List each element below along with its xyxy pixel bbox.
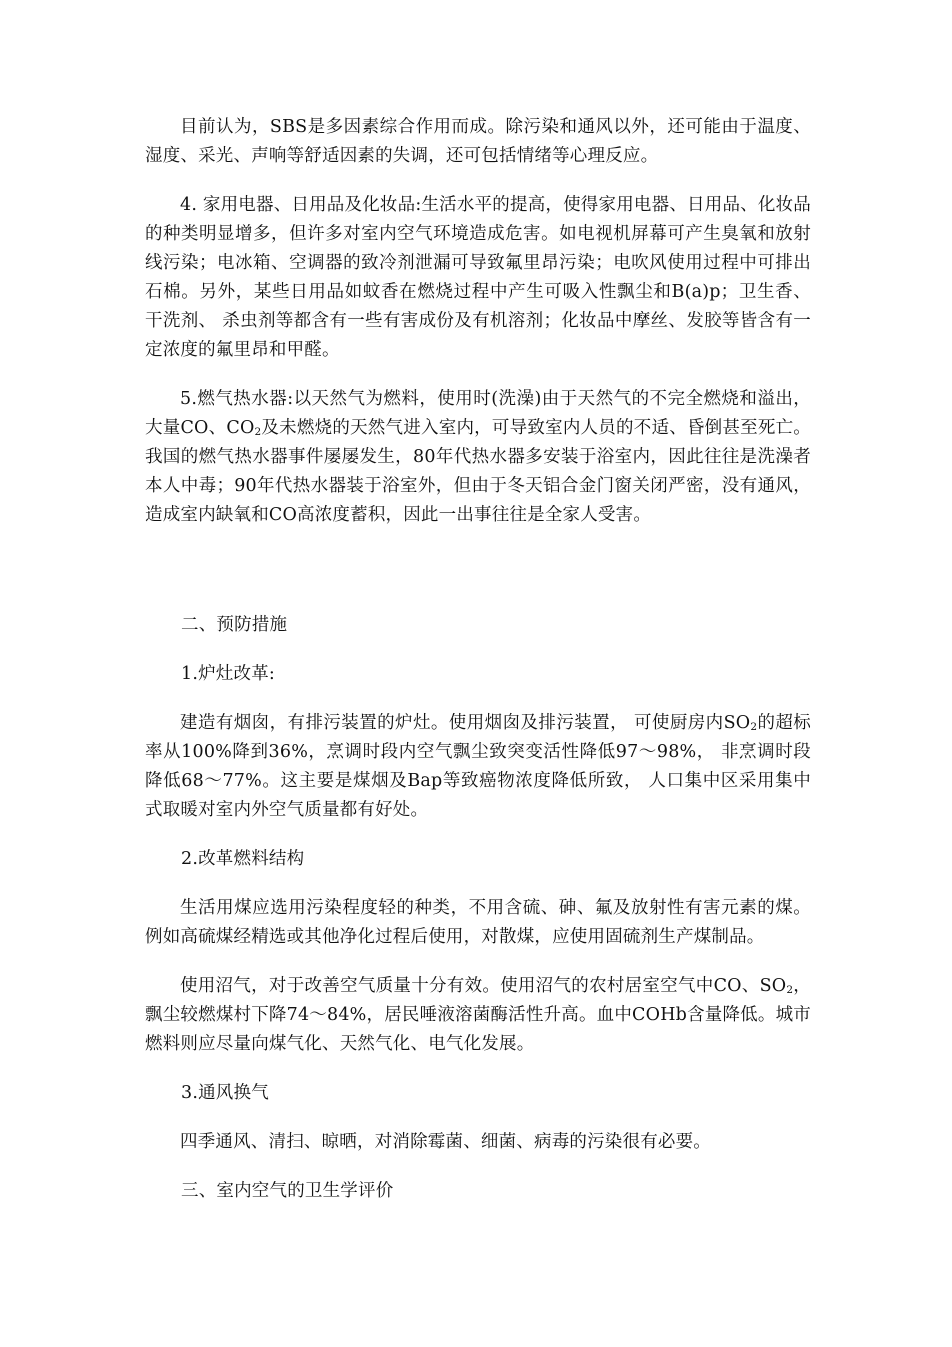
subscript: 2: [254, 426, 262, 439]
paragraph-stove-reform: [145, 709, 811, 825]
subheading-stove-reform: 1.炉灶改革:: [181, 664, 275, 684]
text-run: 建造有烟囱，有排污装置的炉灶。使用烟囱及排污装置， 可使厨房内SO: [180, 713, 751, 733]
document-page: [145, 113, 811, 1206]
subheading-ventilation: 3.通风换气: [181, 1083, 269, 1103]
text-run: 及未燃烧的天然气进入室内，可导致室内人员的不适、昏倒甚至死亡。我国的燃气热水器事件屡屡发生，80年代热水器多安装于浴室内，因此往往是洗澡者本人中毒；90年代热水器装于浴室外，但由于冬天铝合金门窗关闭严密，没有通风，造成室内缺氧和CO高浓度蓄积，因此一出事往往是全家人受害。: [145, 418, 812, 525]
paragraph-coal-selection: 生活用煤应选用污染程度轻的种类，不用含硫、砷、氟及放射性有害元素的煤。例如高硫煤经精选或其他净化过程后使用，对散煤，应使用固硫剂生产煤制品。: [145, 898, 811, 947]
text-run: 的超标率从100%降到36%，烹调时段内空气飘尘致突变活性降低97～98%， 非烹调时段降低68～77%。这主要是煤烟及Bap等致癌物浓度降低所致， 人口集中区采用集中式取暖对室内外空气质量都有好处。: [145, 713, 811, 820]
subheading-fuel-structure: 2.改革燃料结构: [181, 849, 305, 869]
paragraph-ventilation: 四季通风、清扫、晾晒，对消除霉菌、细菌、病毒的污染很有必要。: [180, 1132, 711, 1152]
text-run: 使用沼气，对于改善空气质量十分有效。使用沼气的农村居室空气中CO、SO: [180, 976, 787, 996]
text-run: 5.燃气热水器:以天然气为燃料，使用时(洗澡)由于天然气的不完全燃烧和溢出， 大量CO、CO: [145, 389, 811, 438]
paragraph-sbs-causes: 目前认为，SBS是多因素综合作用而成。除污染和通风以外，还可能由于温度、湿度、采光、声响等舒适因素的失调，还可包括情绪等心理反应。: [145, 117, 811, 166]
text-run: ，飘尘较燃煤村下降74～84%，居民唾液溶菌酶活性升高。血中COHb含量降低。城市燃料则应尽量向煤气化、天然气化、电气化发展。: [145, 976, 811, 1054]
paragraph-gas-water-heater: [145, 385, 811, 530]
paragraph-household-appliances: 4. 家用电器、日用品及化妆品:生活水平的提高，使得家用电器、日用品、化妆品的种类明显增多，但许多对室内空气环境造成危害。如电视机屏幕可产生臭氧和放射线污染；电冰箱、空调器的致冷剂泄漏可导致氟里昂污染；电吹风使用过程中可排出石棉。另外，某些日用品如蚊香在燃烧过程中产生可吸入性飘尘和B(a)p；卫生香、干洗剂、 杀虫剂等都含有一些有害成份及有机溶剂；化妆品中摩丝、发胶等皆含有一定浓度的氟里昂和甲醛。: [145, 195, 811, 360]
subscript: 2: [750, 721, 758, 734]
paragraph-biogas: [145, 972, 811, 1059]
subscript: 2: [786, 984, 794, 997]
section-heading-evaluation: 三、室内空气的卫生学评价: [181, 1181, 394, 1201]
section-heading-prevention: 二、预防措施: [181, 615, 288, 635]
